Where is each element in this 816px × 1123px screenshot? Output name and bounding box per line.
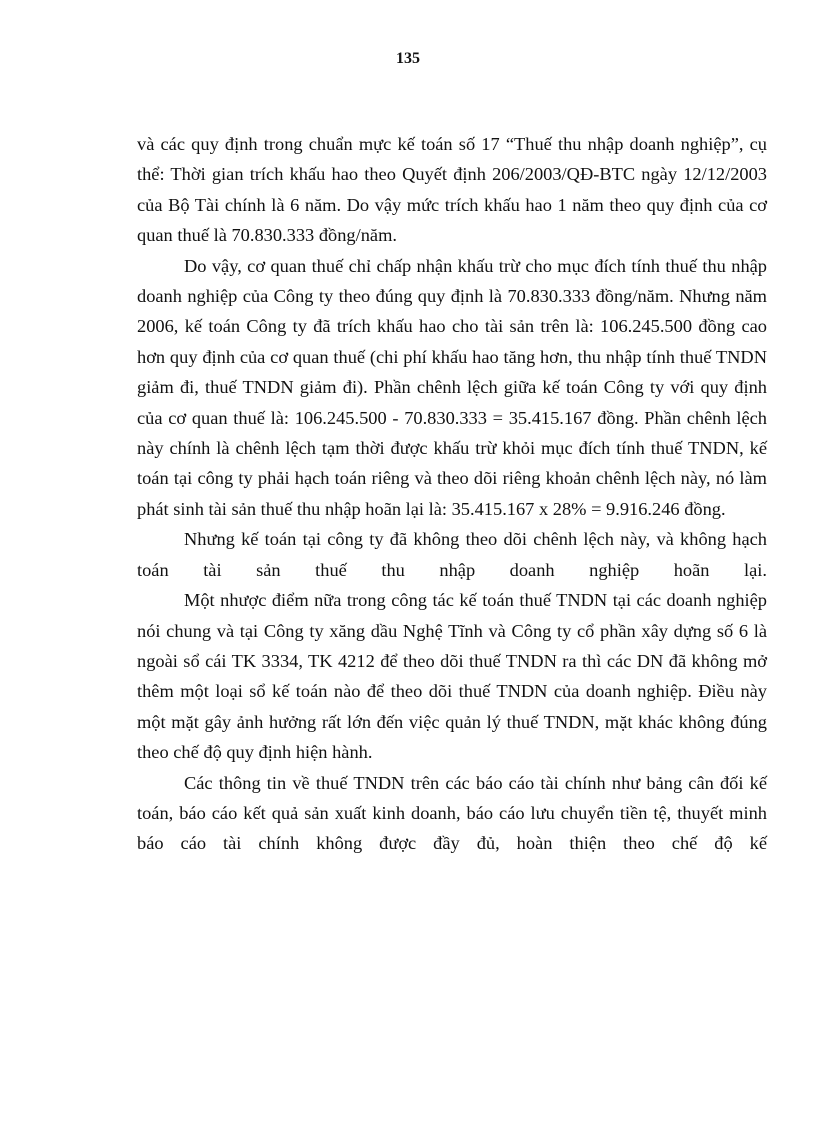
paragraph-5: Các thông tin về thuế TNDN trên các báo cáo tài chính như bảng cân đối kế toán, báo cáo kết quả sản xuất kinh doanh, báo cáo lưu chuyển tiền tệ, thuyết minh báo cáo tài chính không được đầy đủ, hoàn thiện theo chế độ kế [137,772,767,854]
page-number: 135 [396,50,420,67]
paragraph-3: Nhưng kế toán tại công ty đã không theo dõi chênh lệch này, và không hạch toán tài sản thuế thu nhập doanh nghiệp hoãn lại. [137,529,767,580]
paragraph-1: và các quy định trong chuẩn mực kế toán số 17 “Thuế thu nhập doanh nghiệp”, cụ thể: Thời gian trích khấu hao theo Quyết định 206/2003/QĐ-BTC ngày 12/12/2003 của Bộ Tài chính là 6 năm. Do vậy mức trích khấu hao 1 năm theo quy định của cơ quan thuế là 70.830.333 đồng/năm. [137,134,767,246]
document-body [137,129,767,859]
paragraph-4: Một nhược điểm nữa trong công tác kế toán thuế TNDN tại các doanh nghiệp nói chung và tại Công ty xăng dầu Nghệ Tĩnh và Công ty cổ phần xây dựng số 6 là ngoài sổ cái TK 3334, TK 4212 để theo dõi thuế TNDN ra thì các DN đã không mở thêm một loại sổ kế toán nào để theo dõi thuế TNDN của doanh nghiệp. Điều này một mặt gây ảnh hưởng rất lớn đến việc quản lý thuế TNDN, mặt khác không đúng theo chế độ quy định hiện hành. [137,590,767,763]
paragraph-2: Do vậy, cơ quan thuế chỉ chấp nhận khấu trừ cho mục đích tính thuế thu nhập doanh nghiệp của Công ty theo đúng quy định là 70.830.333 đồng/năm. Nhưng năm 2006, kế toán Công ty đã trích khấu hao cho tài sản trên là: 106.245.500 đồng cao hơn quy định của cơ quan thuế (chi phí khấu hao tăng hơn, thu nhập tính thuế TNDN giảm đi, thuế TNDN giảm đi). Phần chênh lệch giữa kế toán Công ty với quy định của cơ quan thuế là: 106.245.500 - 70.830.333 = 35.415.167 đồng. Phần chênh lệch này chính là chênh lệch tạm thời được khấu trừ khỏi mục đích tính thuế TNDN, kế toán tại công ty phải hạch toán riêng và theo dõi riêng khoản chênh lệch này, nó làm phát sinh tài sản thuế thu nhập hoãn lại là: 35.415.167 x 28% = 9.916.246 đồng. [137,255,767,519]
